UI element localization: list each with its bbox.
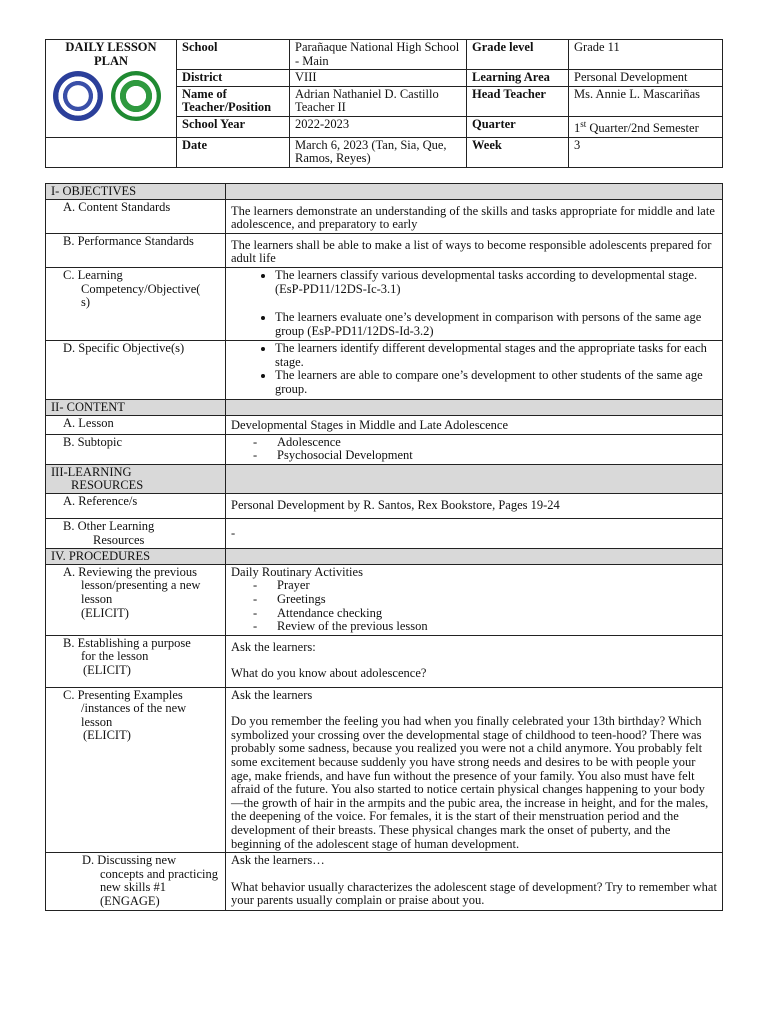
resources-heading-line1: III-LEARNING xyxy=(51,464,132,479)
resources-heading-blank xyxy=(226,464,723,493)
procedure-b-cell xyxy=(226,635,723,687)
resources-heading-line2: RESOURCES xyxy=(71,478,144,493)
plan-title: DAILY LESSON PLAN xyxy=(65,40,157,68)
subtopic-cell xyxy=(226,434,723,464)
other-resources-line1: B. Other Learning xyxy=(63,518,155,533)
procedure-a-cell xyxy=(226,564,723,635)
school-value: Parañaque National High School - Main xyxy=(290,40,467,70)
grade-level-label: Grade level xyxy=(467,40,569,70)
lesson-text: Developmental Stages in Middle and Late Adolescence xyxy=(226,415,723,434)
procedure-b-intro: Ask the learners: xyxy=(231,639,316,654)
routine-item: - Prayer xyxy=(253,579,717,593)
procedures-heading: IV. PROCEDURES xyxy=(46,549,226,565)
procedure-a-title: Daily Routinary Activities xyxy=(231,564,363,579)
learning-area-value: Personal Development xyxy=(569,70,723,87)
procedure-c-line: C. Presenting Examples xyxy=(63,687,183,702)
competency-label-line2: Competency/Objective( xyxy=(81,281,201,296)
procedure-c-line: lesson xyxy=(81,714,113,729)
teacher-value xyxy=(290,86,467,116)
procedure-d-cell xyxy=(226,853,723,910)
date-value: March 6, 2023 (Tan, Sia, Que, Ramos, Reyes) xyxy=(290,137,467,167)
specific-objectives-label: D. Specific Objective(s) xyxy=(46,340,226,399)
objectives-heading-blank xyxy=(226,184,723,200)
specific-objectives-cell xyxy=(226,340,723,399)
procedure-d-label xyxy=(46,853,226,910)
procedure-b-line: (ELICIT) xyxy=(83,662,131,677)
reference-label: A. Reference/s xyxy=(46,493,226,518)
procedure-b-line: for the lesson xyxy=(81,649,149,664)
procedure-c-text: Do you remember the feeling you had when you finally celebrated your 13th birthday? Which symbolized your crossing over the developmental stage of childhood to teen-hood? There was probably some sadness, because you realized you were not a child anymore. You probably felt some excitement because suddenly you have strong needs and desires to be with people your age, make friends, and have fun without the presence of your family. You also must have felt afraid of the future. You also started to notice certain physical changes happening to your body—the growth of hair in the armpits and the pubic area, the increase in height, and for the males, the deepening of the voice. For females, it is the start of their menstruation period and the development of their breasts. These physical changes mark the onset of puberty, and the beginning of the adolescent stage of human development. xyxy=(231,714,709,851)
blank-cell xyxy=(46,137,177,167)
grade-level-value: Grade 11 xyxy=(569,40,723,70)
school-label: School xyxy=(177,40,290,70)
header-table xyxy=(45,39,723,168)
procedures-heading-blank xyxy=(226,549,723,565)
subtopic-item: - Adolescence xyxy=(253,436,717,450)
procedure-a-line: (ELICIT) xyxy=(81,605,129,620)
teacher-name: Adrian Nathaniel D. Castillo xyxy=(295,86,439,101)
competency-label-line1: C. Learning xyxy=(63,267,123,282)
lesson-table xyxy=(45,183,723,911)
objectives-heading: I- OBJECTIVES xyxy=(46,184,226,200)
week-label: Week xyxy=(467,137,569,167)
head-teacher-value: Ms. Annie L. Mascariñas xyxy=(569,86,723,116)
procedure-d-line: D. Discussing new xyxy=(82,853,177,868)
procedure-c-label xyxy=(46,687,226,853)
procedure-a-line: A. Reviewing the previous xyxy=(63,564,198,579)
resources-heading xyxy=(46,464,226,493)
subtopic-label: B. Subtopic xyxy=(46,434,226,464)
other-resources-text: - xyxy=(226,518,723,548)
quarter-rest: Quarter/2nd Semester xyxy=(586,121,699,136)
procedure-b-line: B. Establishing a purpose xyxy=(63,635,191,650)
reference-text: Personal Development by R. Santos, Rex Bookstore, Pages 19-24 xyxy=(226,493,723,518)
procedure-c-line: /instances of the new xyxy=(81,701,187,716)
district-value: VIII xyxy=(290,70,467,87)
competency-item: • The learners evaluate one’s development in comparison with persons of the same age group (EsP-PD11/12DS-Id-3.2) xyxy=(275,311,717,338)
procedure-d-question: What behavior usually characterizes the adolescent stage of development? Try to remember what your parents usually complain or praise about you. xyxy=(231,879,717,908)
procedure-d-line: concepts and practicing xyxy=(100,866,219,881)
district-label: District xyxy=(177,70,290,87)
competency-label xyxy=(46,267,226,340)
quarter-number: 1 xyxy=(574,121,581,136)
teacher-position: Teacher II xyxy=(295,100,346,115)
specific-objective-item: • The learners identify different developmental stages and the appropriate tasks for each stage. xyxy=(275,342,717,369)
lesson-label: A. Lesson xyxy=(46,415,226,434)
competency-cell xyxy=(226,267,723,340)
procedure-c-line: (ELICIT) xyxy=(83,728,131,743)
performance-standards-text: The learners shall be able to make a list of ways to become responsible adolescents prepared for adult life xyxy=(226,233,723,267)
school-year-label: School Year xyxy=(177,116,290,137)
routine-item: - Review of the previous lesson xyxy=(253,620,717,634)
content-heading: II- CONTENT xyxy=(46,399,226,415)
performance-standards-label: B. Performance Standards xyxy=(46,233,226,267)
procedure-b-question: What do you know about adolescence? xyxy=(231,666,427,681)
procedure-d-line: (ENGAGE) xyxy=(100,894,160,908)
quarter-value xyxy=(569,116,723,137)
procedure-a-label xyxy=(46,564,226,635)
procedure-b-label xyxy=(46,635,226,687)
other-resources-line2: Resources xyxy=(93,532,145,547)
title-cell xyxy=(46,40,177,138)
procedure-a-line: lesson/presenting a new xyxy=(81,578,201,593)
school-year-value: 2022-2023 xyxy=(290,116,467,137)
learning-area-label: Learning Area xyxy=(467,70,569,87)
other-resources-label xyxy=(46,518,226,548)
routine-item: - Attendance checking xyxy=(253,607,717,621)
date-label: Date xyxy=(177,137,290,167)
competency-item: • The learners classify various developmental tasks according to developmental stage. (EsP-PD11/12DS-Ic-3.1) xyxy=(275,269,717,296)
quarter-superscript: st xyxy=(580,118,587,129)
procedure-d-intro: Ask the learners… xyxy=(231,853,325,868)
procedure-c-cell xyxy=(226,687,723,853)
routine-item: - Greetings xyxy=(253,593,717,607)
competency-label-line3: s) xyxy=(81,295,91,310)
week-value: 3 xyxy=(569,137,723,167)
content-standards-text: The learners demonstrate an understanding of the skills and tasks appropriate for middle and late adolescence, and preparatory to early xyxy=(226,199,723,233)
school-seal-icon xyxy=(111,71,161,121)
procedure-a-line: lesson xyxy=(81,591,113,606)
subtopic-item: - Psychosocial Development xyxy=(253,449,717,463)
content-heading-blank xyxy=(226,399,723,415)
head-teacher-label: Head Teacher xyxy=(467,86,569,116)
quarter-label: Quarter xyxy=(467,116,569,137)
specific-objective-item: • The learners are able to compare one’s development to other students of the same age group. xyxy=(275,369,717,396)
deped-seal-icon xyxy=(53,71,103,121)
procedure-c-intro: Ask the learners xyxy=(231,687,313,702)
procedure-d-line: new skills #1 xyxy=(100,880,166,895)
teacher-label: Name of Teacher/Position xyxy=(177,86,290,116)
content-standards-label: A. Content Standards xyxy=(46,199,226,233)
